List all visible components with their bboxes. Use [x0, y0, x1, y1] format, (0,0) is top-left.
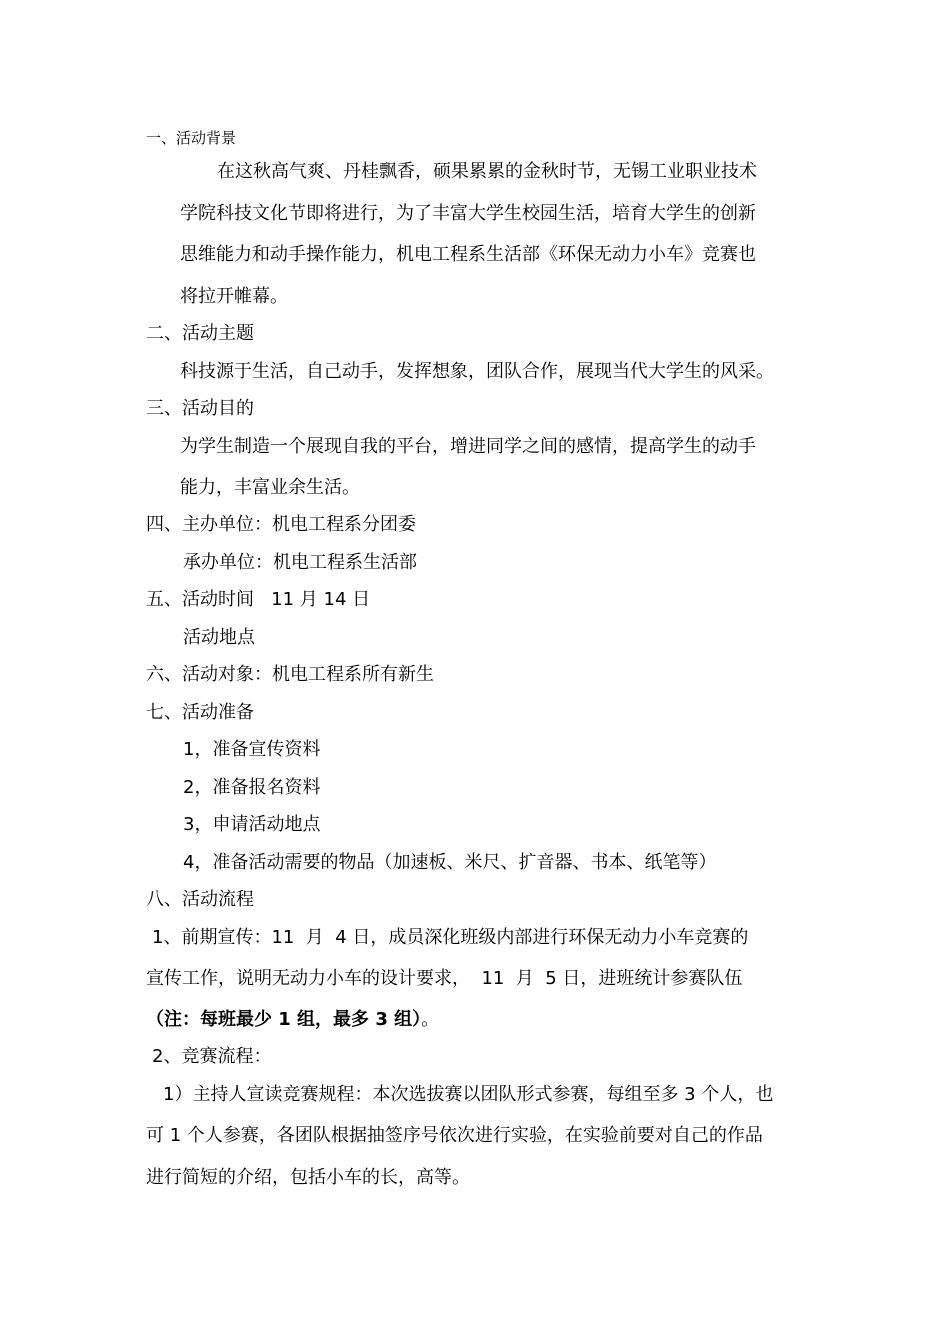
preparation-item-1: 1，准备宣传资料: [183, 739, 321, 760]
process-note-line: [146, 1008, 439, 1032]
background-line-1: 在这秋高气爽、丹桂飘香，硕果累累的金秋时节，无锡工业职业技术: [217, 161, 757, 182]
purpose-line-1: 为学生制造一个展现自我的平台，增进同学之间的感情，提高学生的动手: [180, 436, 756, 457]
competition-rule-line-3: 进行简短的介绍，包括小车的长，高等。: [146, 1167, 470, 1188]
theme-line: 科技源于生活，自己动手，发挥想象，团队合作，展现当代大学生的风采。: [180, 361, 774, 382]
competition-heading: 2、竞赛流程：: [152, 1046, 272, 1067]
competition-rule-line-1: 1）主持人宣读竞赛规程：本次选拔赛以团队形式参赛，每组至多 3 个人，也: [163, 1084, 774, 1105]
process-publicity-line-2: 宣传工作，说明无动力小车的设计要求， 11 月 5 日，进班统计参赛队伍: [146, 968, 743, 989]
activity-audience: 六、活动对象：机电工程系所有新生: [146, 664, 434, 685]
purpose-line-2: 能力，丰富业余生活。: [180, 477, 360, 498]
preparation-item-4: 4，准备活动需要的物品（加速板、米尺、扩音器、书本、纸笔等）: [183, 852, 717, 873]
organizer-host: 四、主办单位：机电工程系分团委: [146, 514, 416, 535]
background-line-2: 学院科技文化节即将进行，为了丰富大学生校园生活，培育大学生的创新: [180, 203, 756, 224]
process-publicity-line-1: 1、前期宣传：11 月 4 日，成员深化班级内部进行环保无动力小车竞赛的: [152, 927, 749, 948]
activity-place: 活动地点: [183, 627, 255, 648]
background-line-3: 思维能力和动手操作能力，机电工程系生活部《环保无动力小车》竞赛也: [180, 244, 756, 265]
section-heading-background: 一、活动背景: [146, 129, 237, 147]
activity-time: 五、活动时间 11 月 14 日: [146, 589, 371, 610]
preparation-item-2: 2，准备报名资料: [183, 777, 321, 798]
section-heading-theme: 二、活动主题: [146, 323, 254, 344]
section-heading-process: 八、活动流程: [146, 889, 254, 910]
process-note-end: 。: [421, 1009, 440, 1030]
preparation-item-3: 3，申请活动地点: [183, 814, 321, 835]
organizer-undertaker: 承办单位：机电工程系生活部: [183, 552, 417, 573]
competition-rule-line-2: 可 1 个人参赛，各团队根据抽签序号依次进行实验，在实验前要对自己的作品: [146, 1125, 763, 1146]
section-heading-preparation: 七、活动准备: [146, 702, 254, 723]
section-heading-purpose: 三、活动目的: [146, 398, 254, 419]
background-line-4: 将拉开帷幕。: [180, 286, 288, 307]
process-note: （注：每班最少 1 组，最多 3 组）: [146, 1009, 422, 1030]
